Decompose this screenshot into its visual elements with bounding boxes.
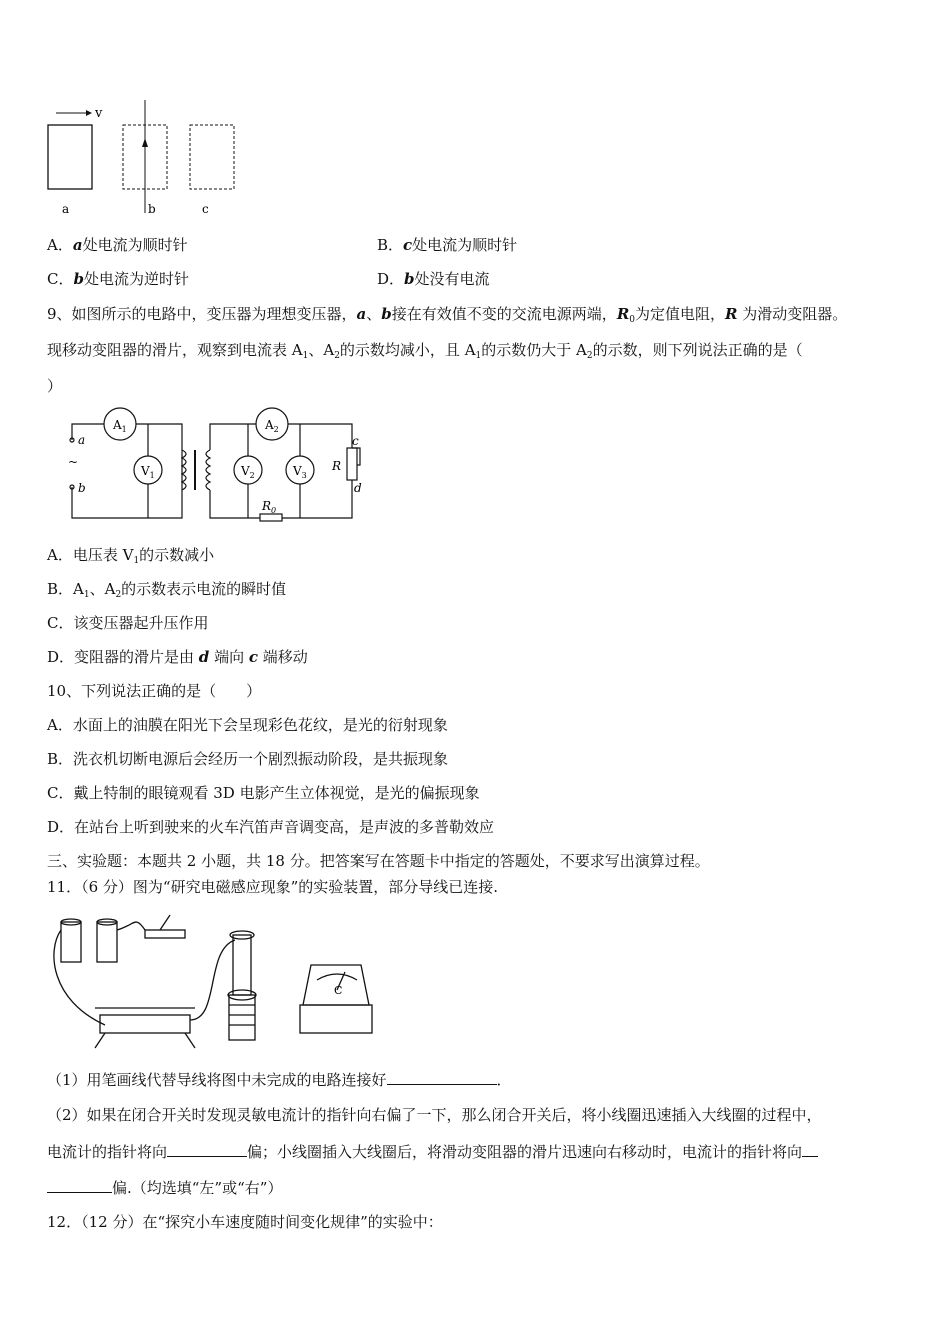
text-segment: 、A	[308, 341, 335, 359]
text-segment: 的示数仍大于 A	[481, 341, 587, 359]
svg-text:v: v	[95, 106, 103, 121]
text-segment: C．戴上特制的眼镜观看 3D 电影产生立体视觉，是光的偏振现象	[47, 784, 480, 802]
text-segment: D．变阻器的滑片是由	[47, 648, 199, 666]
subscript: 2	[586, 351, 593, 361]
option-a	[47, 235, 188, 255]
option-c	[47, 613, 208, 633]
svg-text:C: C	[334, 984, 343, 997]
subscript: 1	[302, 351, 309, 361]
text-segment: A．	[47, 236, 73, 254]
text-segment: 处没有电流	[414, 270, 490, 288]
text-segment: 端向	[209, 648, 249, 666]
subscript: 0	[629, 315, 636, 325]
text-segment: B．	[377, 236, 404, 254]
text-segment: 12．（12 分）在“探究小车速度随时间变化规律”的实验中：	[47, 1213, 443, 1231]
answer-blank[interactable]	[802, 1142, 818, 1157]
text-segment: 处电流为顺时针	[82, 236, 188, 254]
text-segment: c	[248, 648, 258, 666]
text-segment: 电流计的指针将向	[47, 1143, 168, 1161]
text-segment: 端移动	[257, 648, 308, 666]
text-segment: R	[725, 305, 738, 323]
svg-text:A2: $A_2$	[265, 418, 279, 434]
text-segment: b	[404, 270, 415, 288]
answer-blank[interactable]	[47, 1178, 112, 1193]
text-segment: A．水面上的油膜在阳光下会呈现彩色花纹，是光的衍射现象	[47, 716, 448, 734]
svg-text:V2: $V_2$	[241, 464, 255, 480]
svg-text:V3: $V_3$	[293, 464, 307, 480]
text-segment: 10、下列说法正确的是（ ）	[47, 682, 262, 700]
text-segment: 处电流为逆时针	[83, 270, 189, 288]
text-segment: a	[356, 305, 367, 323]
answer-blank[interactable]	[387, 1070, 497, 1085]
text-segment: D．在站台上听到驶来的火车汽笛声音调变高，是声波的多普勒效应	[47, 818, 495, 836]
text-segment: 的示数均减小，且 A	[339, 341, 476, 359]
text-segment: ．	[496, 1071, 512, 1089]
option-c	[47, 783, 480, 803]
text-segment: D．	[377, 270, 405, 288]
question-11-part-2	[47, 1142, 818, 1162]
text-segment: 偏.（均选填“左”或“右”）	[112, 1179, 283, 1197]
svg-text:~: ~	[68, 455, 79, 469]
option-a	[47, 715, 448, 735]
option-c	[47, 269, 189, 289]
text-segment: B．洗衣机切断电源后会经历一个剧烈振动阶段，是共振现象	[47, 750, 449, 768]
text-segment: R	[616, 305, 630, 323]
svg-text:b: b	[148, 202, 156, 216]
question-9-line	[47, 304, 847, 330]
question-11-part-2	[47, 1178, 282, 1198]
text-segment: 为定值电阻，	[635, 305, 726, 323]
subscript: 2	[334, 351, 340, 361]
option-a	[47, 545, 214, 571]
text-segment: 的示数表示电流的瞬时值	[121, 580, 287, 598]
svg-text:R0: $R_0$	[262, 499, 277, 515]
text-segment: 现移动变阻器的滑片，观察到电流表 A	[47, 341, 303, 359]
text-segment: 处电流为顺时针	[412, 236, 518, 254]
question-11-part-2	[47, 1105, 822, 1125]
svg-text:b: b	[78, 481, 86, 495]
text-segment: b	[381, 305, 392, 323]
svg-text:a: a	[62, 202, 70, 216]
question-12-stem	[47, 1212, 443, 1232]
text-segment: a	[72, 236, 83, 254]
text-segment: A．电压表 V	[47, 546, 134, 564]
question-10-stem	[47, 681, 261, 701]
text-segment: C．	[47, 270, 74, 288]
subscript: 2	[115, 590, 122, 600]
svg-text:c: c	[352, 434, 359, 448]
question-11-part-1	[47, 1070, 512, 1090]
subscript: 1	[475, 351, 482, 361]
text-segment: 11．（6 分）图为“研究电磁感应现象”的实验装置，部分导线已连接.	[47, 878, 499, 896]
text-segment: 、A	[89, 580, 116, 598]
svg-text:V1: $V_1$	[141, 464, 155, 480]
text-segment: 的示数减小	[139, 546, 215, 564]
svg-text:d: d	[354, 481, 362, 495]
figure-loop-moving-through-field	[40, 95, 250, 220]
figure-electromagnetic-induction-apparatus	[45, 910, 385, 1055]
text-segment: 接在有效值不变的交流电源两端，	[391, 305, 617, 323]
text-segment: （2）如果在闭合开关时发现灵敏电流计的指针向右偏了一下，那么闭合开关后，将小线圈迅速插入大线圈的过程中，	[47, 1106, 822, 1124]
text-segment: 、	[366, 305, 382, 323]
text-segment: B．A	[47, 580, 84, 598]
figure-transformer-circuit	[60, 410, 360, 525]
option-d	[47, 817, 494, 837]
text-segment: b	[73, 270, 84, 288]
text-segment: 三、实验题：本题共 2 小题，共 18 分。把答案写在答题卡中指定的答题处，不要求写出演算过程。	[47, 852, 710, 870]
option-d	[47, 647, 308, 667]
svg-text:A1: $A_1$	[113, 418, 127, 434]
svg-text:R: R	[332, 459, 342, 473]
option-b	[47, 749, 448, 769]
answer-blank[interactable]	[167, 1142, 247, 1157]
subscript: 1	[83, 590, 90, 600]
text-segment: c	[403, 236, 413, 254]
text-segment: 9、如图所示的电路中，变压器为理想变压器，	[47, 305, 357, 323]
text-segment: d	[198, 648, 210, 666]
text-segment: 偏；小线圈插入大线圈后，将滑动变阻器的滑片迅速向右移动时，电流计的指针将向	[247, 1143, 803, 1161]
question-11-stem	[47, 877, 498, 897]
section-heading	[47, 851, 710, 871]
text-segment: ）	[47, 377, 63, 395]
question-9-line	[47, 340, 803, 366]
text-segment: C．该变压器起升压作用	[47, 614, 209, 632]
option-b	[377, 235, 517, 255]
svg-text:a: a	[78, 433, 86, 447]
text-segment: （1）用笔画线代替导线将图中未完成的电路连接好	[47, 1071, 387, 1089]
text-segment: 为滑动变阻器。	[737, 305, 848, 323]
question-9-line	[47, 376, 62, 396]
text-segment: 的示数，则下列说法正确的是（	[592, 341, 803, 359]
option-d	[377, 269, 490, 289]
svg-text:c: c	[202, 202, 209, 216]
subscript: 1	[133, 556, 140, 566]
option-b	[47, 579, 286, 605]
